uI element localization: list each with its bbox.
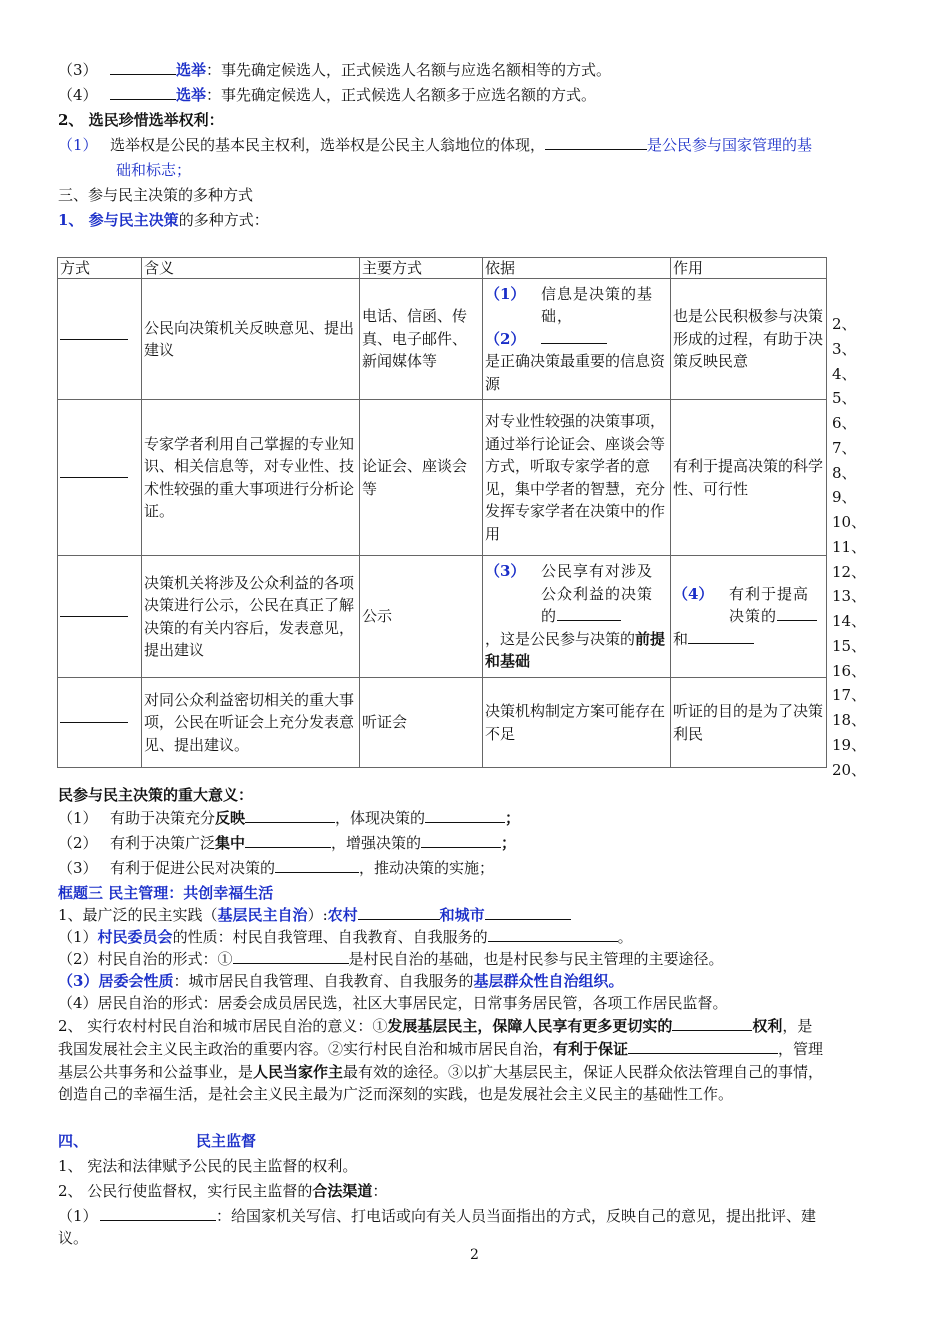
paragraph-line: 基层公共事务和公益事业，是人民当家作主最有效的途径。③以扩大基层民主，保证人民群众依法管理自己的事情， [58, 1063, 824, 1081]
table-row: 专家学者利用自己掌握的专业知识、相关信息等，对专业性、技术性较强的重大事项进行分析论证。 论证会、座谈会等 对专业性较强的决策事项，通过举行论证会、座谈会等方式，听取专家学者的意见，集中学者的智慧，充分发挥专家学者在决策中的作用 有利于提高决策的科学性、可行性 [58, 400, 827, 556]
line-voting-right-cont: 础和标志； [116, 161, 192, 179]
fill-blank[interactable] [545, 135, 647, 150]
decision-methods-table [57, 257, 827, 768]
line-election-3: （3） 选举：事先确定候选人，正式候选人名额与应选名额相等的方式。 [58, 61, 612, 79]
fill-blank[interactable] [60, 339, 128, 340]
supervision-line: 1、 宪法和法律赋予公民的民主监督的权利。 [58, 1157, 358, 1175]
fill-blank[interactable] [245, 808, 335, 823]
significance-item: （3） 有利于促进公民对决策的 ，推动决策的实施； [58, 859, 495, 877]
fill-blank[interactable] [110, 60, 176, 75]
management-line: 1、最广泛的民主实践（基层民主自治）:农村 和城市 [58, 905, 571, 925]
paragraph-line: 2、 实行农村村民自治和城市居民自治的意义：①发展基层民主，保障人民享有更多更切实的 权利，是 [58, 1017, 813, 1035]
table-header: 方式 [58, 258, 142, 279]
supervision-line: 2、 公民行使监督权，实行民主监督的合法渠道： [58, 1182, 388, 1200]
line-number-column: 2、 3、 4、 5、 6、 7、 8、 9、 10、 11、 12、 13、 14、 15、 16、 17、 18、 19、 20、 [832, 315, 867, 779]
table-row: 公民向决策机关反映意见、提出建议 电话、信函、传真、电子邮件、新闻媒体等 （1） 信息是决策的基础， （2） 是正确决策最重要的信息资源 也是公民积极参与决策形成的过程，有助于决策反映民意 [58, 279, 827, 400]
fill-blank[interactable] [488, 927, 618, 942]
management-line: （2）村民自治的形式：① 是村民自治的基础，也是村民参与民主管理的主要途径。 [58, 950, 724, 968]
table-header-row [58, 258, 827, 279]
fill-blank[interactable] [557, 606, 621, 621]
management-line: （4）居民自治的形式：居委会成员居民选，社区大事居民定，日常事务居民管，各项工作居民监督。 [58, 994, 728, 1012]
supervision-line: 议。 [58, 1229, 89, 1247]
frame-title: 框题三 民主管理：共创幸福生活 [58, 884, 274, 902]
significance-item: （1） 有助于决策充分反映 ，体现决策的 ； [58, 809, 521, 827]
management-line: （3）居委会性质：城市居民自我管理、自我教育、自我服务的基层群众性自治组织。 [58, 972, 624, 990]
line-voting-right: （1） 选举权是公民的基本民主权利，选举权是公民主人翁地位的体现， 是公民参与国家管理的基 [58, 136, 813, 154]
fill-blank[interactable] [425, 808, 505, 823]
significance-title: 民参与民主决策的重大意义： [58, 786, 254, 804]
table-header: 含义 [142, 258, 360, 279]
fill-blank[interactable] [60, 477, 128, 478]
management-line: （1）村民委员会的性质：村民自我管理、自我教育、自我服务的 。 [58, 928, 633, 946]
fill-blank[interactable] [233, 949, 349, 964]
fill-blank[interactable] [245, 833, 331, 848]
fill-blank[interactable] [485, 905, 571, 920]
fill-blank[interactable] [60, 616, 128, 617]
line-election-4: （4） 选举：事先确定候选人，正式候选人名额多于应选名额的方式。 [58, 86, 597, 104]
fill-blank[interactable] [358, 905, 440, 920]
fill-blank[interactable] [688, 629, 754, 644]
table-header: 依据 [483, 258, 671, 279]
subsection-heading: 1、 参与民主决策的多种方式： [58, 211, 269, 229]
page-number: 2 [470, 1247, 479, 1263]
fill-blank[interactable] [421, 833, 501, 848]
significance-item: （2） 有利于决策广泛集中 ，增强决策的 ； [58, 834, 517, 852]
table-row: 对同公众利益密切相关的重大事项，公民在听证会上充分发表意见、提出建议。 听证会 决策机构制定方案可能存在不足 听证的目的是为了决策利民 [58, 678, 827, 768]
section-heading: 三、参与民主决策的多种方式 [58, 186, 254, 204]
fill-blank[interactable] [60, 722, 128, 723]
paragraph-line: 创造自己的幸福生活，是社会主义民主最为广泛而深刻的实践，也是发展社会主义民主的基础性工作。 [58, 1085, 734, 1103]
fill-blank[interactable] [110, 85, 176, 100]
fill-blank[interactable] [777, 606, 817, 621]
fill-blank[interactable] [628, 1039, 778, 1054]
fill-blank[interactable] [541, 329, 607, 344]
fill-blank[interactable] [672, 1016, 752, 1031]
supervision-line: （1） ：给国家机关写信、打电话或向有关人员当面指出的方式，反映自己的意见，提出批评、建 [58, 1207, 817, 1225]
fill-blank[interactable] [275, 858, 359, 873]
table-header: 作用 [671, 258, 827, 279]
fill-blank[interactable] [100, 1206, 216, 1221]
table-header: 主要方式 [360, 258, 483, 279]
paragraph-line: 我国发展社会主义民主政治的重要内容。②实行村民自治和城市居民自治，有利于保证 ，管理 [58, 1040, 824, 1058]
table-row: 决策机关将涉及公众利益的各项决策进行公示，公民在真正了解决策的有关内容后，发表意见，提出建议 公示 （3） 公民享有对涉及公众利益的决策的 ，这是公民参与决策的前提和基础 （4） 有利于提高决策的 和 [58, 556, 827, 678]
section-heading: 2、 选民珍惜选举权利： [58, 111, 224, 129]
section-heading: 四、 民主监督 [58, 1132, 257, 1150]
